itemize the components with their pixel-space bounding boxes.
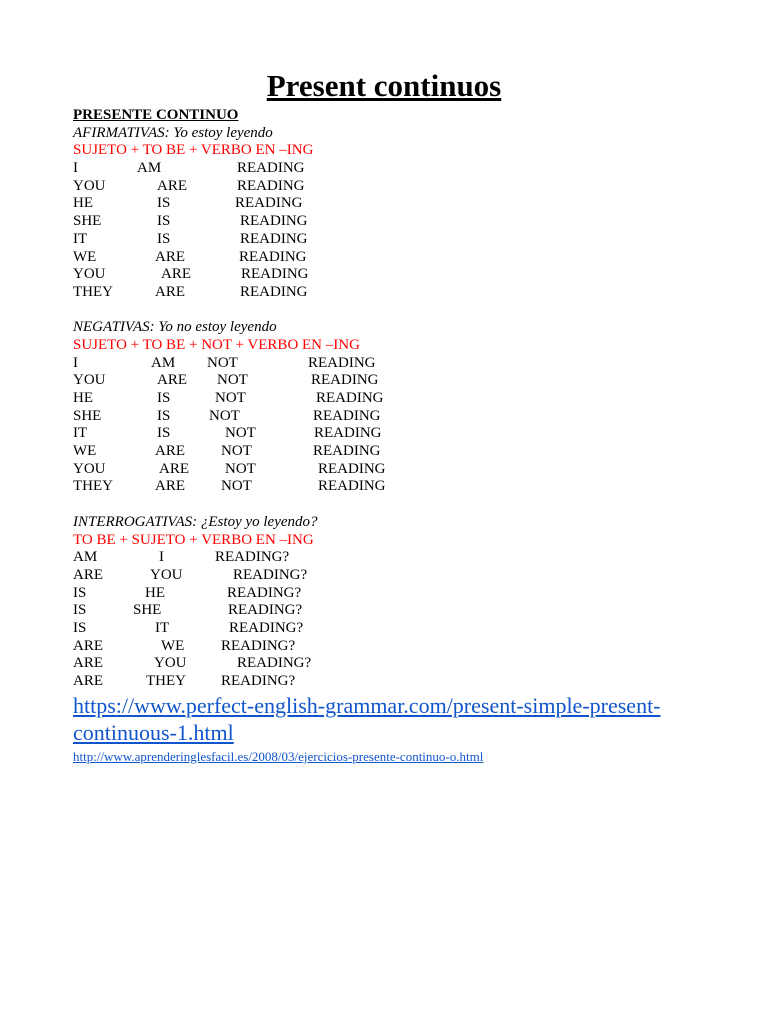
table-cell: ARE xyxy=(159,460,189,477)
table-cell: ARE xyxy=(73,566,103,583)
table-row xyxy=(73,425,753,443)
table-cell: READING xyxy=(318,460,386,477)
table-cell: THEY xyxy=(73,478,113,495)
table-cell: ARE xyxy=(73,637,103,654)
table-row xyxy=(73,549,753,567)
table-row xyxy=(73,284,753,302)
table-cell: I xyxy=(73,160,78,177)
table-row xyxy=(73,602,753,620)
table-row xyxy=(73,195,753,213)
page-title: Present continuos xyxy=(266,68,502,103)
table-cell: ARE xyxy=(155,443,185,460)
table-cell: I xyxy=(73,354,78,371)
negative-table xyxy=(73,355,753,497)
table-cell: YOU xyxy=(73,460,106,477)
interrogative-table xyxy=(73,549,753,691)
table-cell: READING? xyxy=(228,602,303,619)
table-cell: WE xyxy=(73,248,97,265)
table-cell: ARE xyxy=(161,266,191,283)
spacer xyxy=(73,496,753,514)
table-row xyxy=(73,443,753,461)
table-cell: READING xyxy=(239,248,307,265)
affirmative-table xyxy=(73,160,753,302)
table-cell: THEY xyxy=(73,283,113,300)
table-cell: SHE xyxy=(73,407,102,424)
table-cell: READING xyxy=(314,425,382,442)
table-cell: IS xyxy=(157,230,171,247)
table-cell: NOT xyxy=(225,425,256,442)
interrogative-formula: TO BE + SUJETO + VERBO EN –ING xyxy=(73,531,314,548)
table-cell: IS xyxy=(157,195,171,212)
table-cell: READING xyxy=(240,283,308,300)
table-row xyxy=(73,585,753,603)
table-cell: READING? xyxy=(215,549,290,566)
table-cell: HE xyxy=(145,584,165,601)
table-cell: READING xyxy=(240,230,308,247)
table-row xyxy=(73,390,753,408)
table-cell: IS xyxy=(73,619,87,636)
table-cell: IS xyxy=(73,602,87,619)
table-cell: ARE xyxy=(157,372,187,389)
table-row xyxy=(73,478,753,496)
table-cell: READING? xyxy=(227,584,302,601)
table-cell: READING? xyxy=(229,619,304,636)
interrogative-label: INTERROGATIVAS: ¿Estoy yo leyendo? xyxy=(73,513,318,530)
table-row xyxy=(73,461,753,479)
table-cell: ARE xyxy=(155,248,185,265)
table-cell: NOT xyxy=(217,372,248,389)
table-cell: ARE xyxy=(155,283,185,300)
table-cell: NOT xyxy=(221,443,252,460)
table-cell: YOU xyxy=(150,566,183,583)
table-cell: ARE xyxy=(157,177,187,194)
table-cell: IS xyxy=(157,407,171,424)
table-cell: HE xyxy=(73,390,93,406)
table-row xyxy=(73,178,753,196)
table-cell: IS xyxy=(157,425,171,442)
table-row xyxy=(73,372,753,390)
table-cell: READING xyxy=(237,177,305,194)
table-cell: YOU xyxy=(154,655,187,672)
table-cell: YOU xyxy=(73,177,106,194)
table-cell: WE xyxy=(73,443,97,460)
table-cell: NOT xyxy=(207,354,238,371)
section-heading: PRESENTE CONTINUO xyxy=(73,107,239,123)
table-row xyxy=(73,160,753,178)
table-cell: NOT xyxy=(209,407,240,424)
table-cell: ARE xyxy=(73,673,103,689)
table-cell: NOT xyxy=(225,460,256,477)
table-row xyxy=(73,567,753,585)
table-cell: IT xyxy=(155,619,170,636)
table-cell: NOT xyxy=(221,478,252,495)
table-cell: READING xyxy=(318,478,386,495)
table-cell: READING xyxy=(311,372,379,389)
table-cell: READING xyxy=(235,195,303,212)
perfect-english-grammar-link[interactable]: https://www.perfect-english-grammar.com/present-simple-present-continuous-1.html xyxy=(73,692,661,745)
table-cell: SHE xyxy=(133,602,162,619)
table-cell: AM xyxy=(137,160,162,177)
document-body xyxy=(73,107,753,766)
table-cell: AM xyxy=(151,354,176,371)
table-cell: NOT xyxy=(215,390,246,406)
table-cell: READING xyxy=(237,160,305,177)
table-cell: AM xyxy=(73,549,98,566)
table-cell: THEY xyxy=(146,673,186,689)
table-cell: READING? xyxy=(237,655,312,672)
table-cell: ARE xyxy=(73,655,103,672)
table-cell: READING xyxy=(308,354,376,371)
table-row xyxy=(73,355,753,373)
table-cell: YOU xyxy=(73,266,106,283)
table-cell: WE xyxy=(161,637,185,654)
affirmative-label: AFIRMATIVAS: Yo estoy leyendo xyxy=(73,124,273,141)
table-cell: I xyxy=(159,549,164,566)
table-cell: READING xyxy=(240,213,308,230)
table-cell: HE xyxy=(73,195,93,212)
table-cell: IS xyxy=(73,584,87,601)
table-cell: READING xyxy=(313,407,381,424)
table-cell: IS xyxy=(157,213,171,230)
table-cell: READING? xyxy=(221,637,296,654)
table-row xyxy=(73,249,753,267)
table-row xyxy=(73,673,753,691)
table-cell: IS xyxy=(157,390,171,406)
table-row xyxy=(73,620,753,638)
table-cell: READING? xyxy=(221,673,296,689)
table-cell: IT xyxy=(73,230,88,247)
affirmative-formula: SUJETO + TO BE + VERBO EN –ING xyxy=(73,142,314,159)
table-cell: SHE xyxy=(73,213,102,230)
table-cell: READING xyxy=(316,390,384,406)
aprenderinglesfacil-link[interactable]: http://www.aprenderinglesfacil.es/2008/03/ejercicios-presente-continuo-o.html xyxy=(73,748,484,764)
table-cell: ARE xyxy=(155,478,185,495)
table-row xyxy=(73,638,753,656)
table-cell: READING xyxy=(241,266,309,283)
table-cell: READING xyxy=(313,443,381,460)
spacer xyxy=(73,302,753,320)
table-cell: YOU xyxy=(73,372,106,389)
table-cell: IT xyxy=(73,425,88,442)
table-row xyxy=(73,655,753,673)
table-row xyxy=(73,213,753,231)
table-row xyxy=(73,408,753,426)
table-row xyxy=(73,231,753,249)
negative-label: NEGATIVAS: Yo no estoy leyendo xyxy=(73,319,277,336)
negative-formula: SUJETO + TO BE + NOT + VERBO EN –ING xyxy=(73,336,360,353)
table-cell: READING? xyxy=(233,566,308,583)
table-row xyxy=(73,266,753,284)
